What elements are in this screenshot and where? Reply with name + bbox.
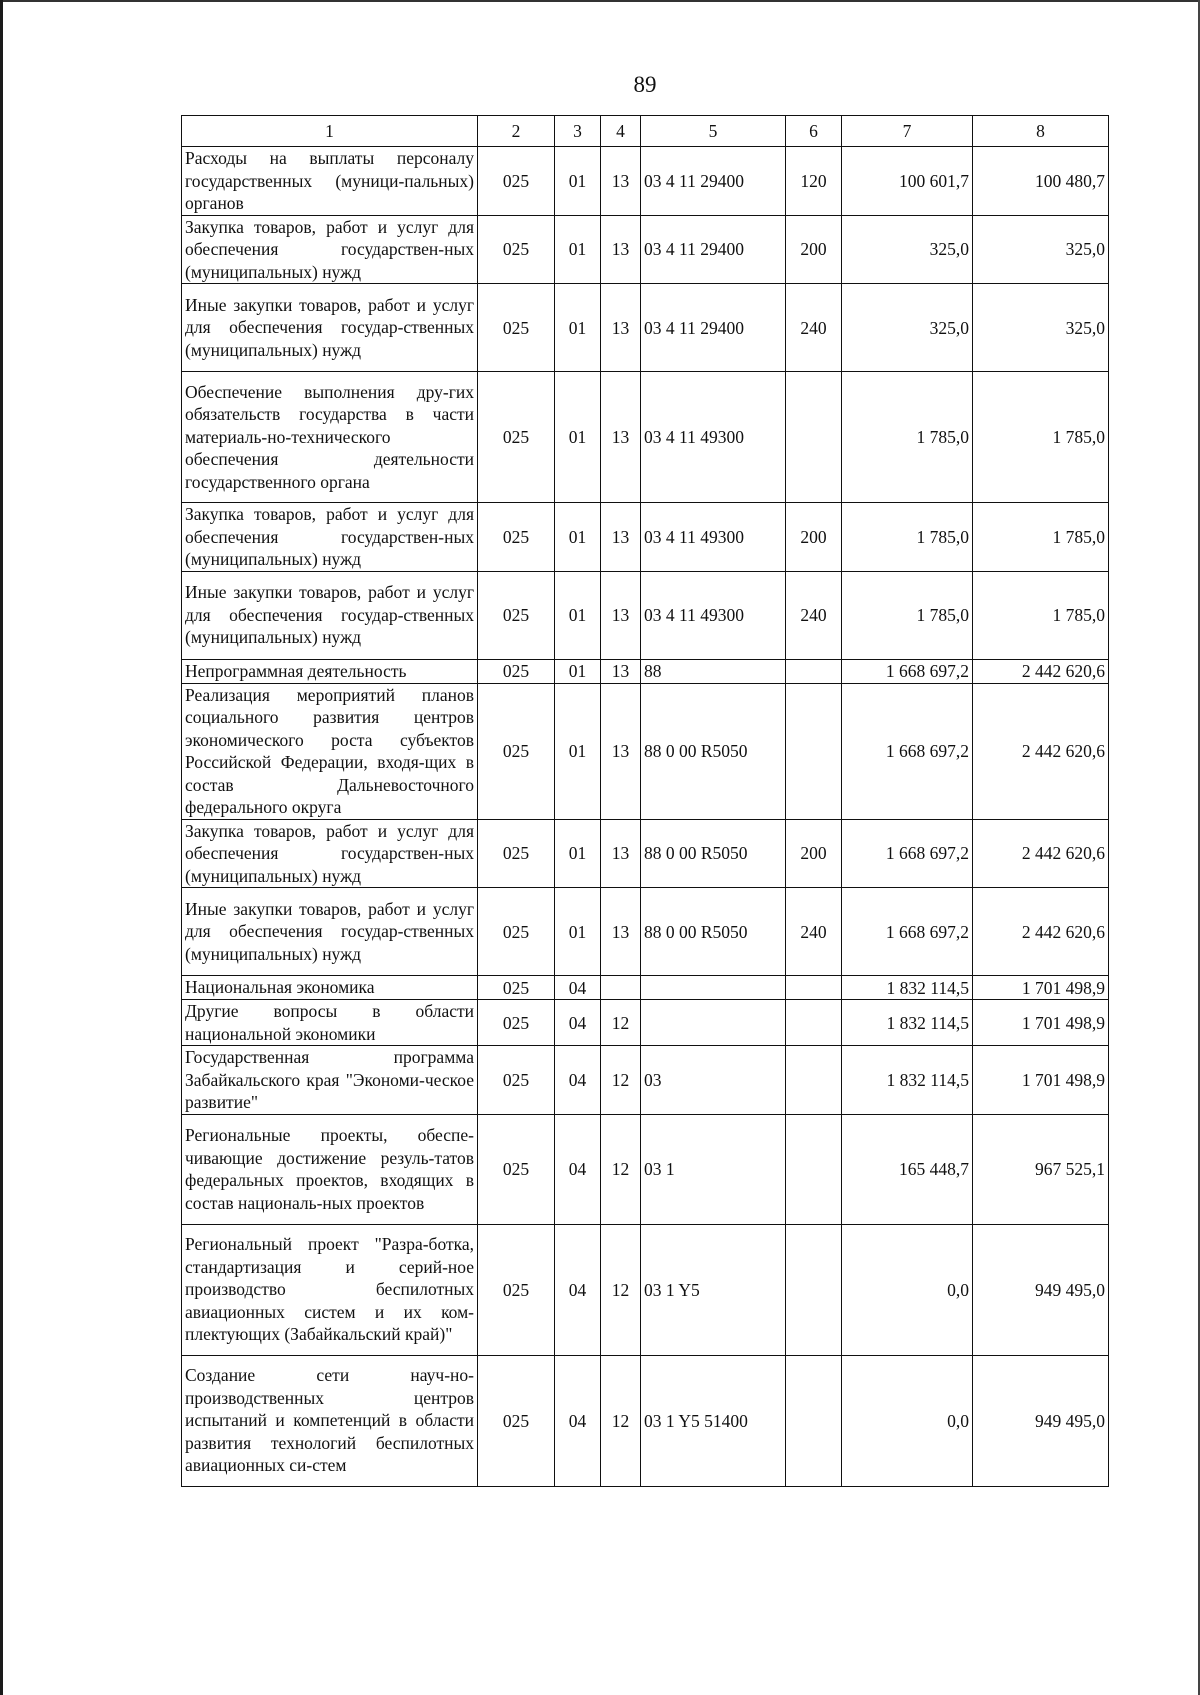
row-expense-type-cell	[786, 1355, 842, 1486]
row-amount-2-cell: 1 785,0	[973, 503, 1109, 572]
row-amount-2-cell: 2 442 620,6	[973, 888, 1109, 976]
row-name-cell: Региональные проекты, обеспе-чивающие достижение резуль-татов федеральных проектов, входящих в состав националь-ных проектов	[182, 1114, 478, 1224]
row-amount-2-cell: 1 785,0	[973, 571, 1109, 659]
row-name-cell: Закупка товаров, работ и услуг для обеспечения государствен-ных (муниципальных) нужд	[182, 215, 478, 284]
row-admin-code-cell: 025	[478, 503, 555, 572]
row-subsection-cell: 13	[601, 284, 641, 372]
row-target-article-cell: 88 0 00 R5050	[641, 819, 786, 888]
row-name-cell: Расходы на выплаты персоналу государственных (муници-пальных) органов	[182, 147, 478, 216]
row-target-article-cell	[641, 976, 786, 1000]
row-section-cell: 04	[555, 1224, 601, 1355]
column-header-3: 3	[555, 116, 601, 147]
row-amount-2-cell: 100 480,7	[973, 147, 1109, 216]
row-amount-1-cell: 165 448,7	[842, 1114, 973, 1224]
table-row	[182, 683, 1109, 819]
table-row	[182, 1000, 1109, 1046]
row-admin-code-cell: 025	[478, 1224, 555, 1355]
column-header-7: 7	[842, 116, 973, 147]
row-admin-code-cell: 025	[478, 888, 555, 976]
column-header-2: 2	[478, 116, 555, 147]
table-row	[182, 284, 1109, 372]
row-subsection-cell: 13	[601, 659, 641, 683]
row-amount-1-cell: 1 785,0	[842, 503, 973, 572]
row-section-cell: 04	[555, 1000, 601, 1046]
row-expense-type-cell	[786, 1114, 842, 1224]
row-expense-type-cell	[786, 683, 842, 819]
row-expense-type-cell: 120	[786, 147, 842, 216]
row-subsection-cell: 13	[601, 819, 641, 888]
row-amount-1-cell: 1 832 114,5	[842, 1000, 973, 1046]
column-header-1: 1	[182, 116, 478, 147]
table-row	[182, 1224, 1109, 1355]
row-amount-1-cell: 1 668 697,2	[842, 819, 973, 888]
row-admin-code-cell: 025	[478, 659, 555, 683]
row-subsection-cell: 13	[601, 503, 641, 572]
row-amount-2-cell: 1 701 498,9	[973, 1046, 1109, 1115]
row-section-cell: 01	[555, 683, 601, 819]
row-amount-1-cell: 0,0	[842, 1224, 973, 1355]
row-expense-type-cell	[786, 372, 842, 503]
row-admin-code-cell: 025	[478, 372, 555, 503]
row-expense-type-cell: 200	[786, 503, 842, 572]
row-subsection-cell: 13	[601, 215, 641, 284]
row-section-cell: 04	[555, 1114, 601, 1224]
table-row	[182, 976, 1109, 1000]
table-header-row	[182, 116, 1109, 147]
row-amount-2-cell: 949 495,0	[973, 1355, 1109, 1486]
row-section-cell: 01	[555, 284, 601, 372]
row-subsection-cell: 13	[601, 683, 641, 819]
row-amount-1-cell: 325,0	[842, 284, 973, 372]
column-header-8: 8	[973, 116, 1109, 147]
row-admin-code-cell: 025	[478, 284, 555, 372]
row-name-cell: Иные закупки товаров, работ и услуг для обеспечения государ-ственных (муниципальных) нужд	[182, 571, 478, 659]
row-amount-1-cell: 1 785,0	[842, 571, 973, 659]
row-admin-code-cell: 025	[478, 976, 555, 1000]
row-target-article-cell: 88 0 00 R5050	[641, 888, 786, 976]
row-section-cell: 04	[555, 1355, 601, 1486]
table-row	[182, 571, 1109, 659]
row-target-article-cell: 03 4 11 49300	[641, 372, 786, 503]
row-amount-2-cell: 2 442 620,6	[973, 683, 1109, 819]
row-expense-type-cell: 200	[786, 819, 842, 888]
row-name-cell: Непрограммная деятельность	[182, 659, 478, 683]
row-subsection-cell: 13	[601, 372, 641, 503]
row-subsection-cell: 12	[601, 1114, 641, 1224]
table-row	[182, 659, 1109, 683]
table-row	[182, 215, 1109, 284]
row-target-article-cell	[641, 1000, 786, 1046]
row-admin-code-cell: 025	[478, 1355, 555, 1486]
row-admin-code-cell: 025	[478, 683, 555, 819]
row-subsection-cell: 13	[601, 571, 641, 659]
row-amount-1-cell: 1 832 114,5	[842, 976, 973, 1000]
row-subsection-cell: 12	[601, 1224, 641, 1355]
row-section-cell: 01	[555, 888, 601, 976]
row-section-cell: 01	[555, 372, 601, 503]
row-section-cell: 01	[555, 215, 601, 284]
row-section-cell: 04	[555, 976, 601, 1000]
row-amount-2-cell: 1 701 498,9	[973, 1000, 1109, 1046]
row-subsection-cell	[601, 976, 641, 1000]
row-amount-2-cell: 325,0	[973, 215, 1109, 284]
column-header-5: 5	[641, 116, 786, 147]
table-body	[182, 147, 1109, 1487]
page-number: 89	[633, 72, 657, 97]
row-name-cell: Создание сети науч-но-производственных центров испытаний и компетенций в области развития технологий беспилотных авиационных си-стем	[182, 1355, 478, 1486]
column-header-4: 4	[601, 116, 641, 147]
row-target-article-cell: 03 4 11 29400	[641, 215, 786, 284]
table-row	[182, 1355, 1109, 1486]
row-amount-1-cell: 1 832 114,5	[842, 1046, 973, 1115]
row-target-article-cell: 03 1 Y5 51400	[641, 1355, 786, 1486]
row-section-cell: 01	[555, 147, 601, 216]
row-amount-2-cell: 949 495,0	[973, 1224, 1109, 1355]
row-name-cell: Реализация мероприятий планов социального развития центров экономического роста субъектов Российской Федерации, входя-щих в состав Дальневосточного федерального округа	[182, 683, 478, 819]
row-subsection-cell: 12	[601, 1355, 641, 1486]
row-target-article-cell: 03 4 11 29400	[641, 284, 786, 372]
table-row	[182, 147, 1109, 216]
table-row	[182, 1046, 1109, 1115]
row-amount-1-cell: 100 601,7	[842, 147, 973, 216]
table-row	[182, 819, 1109, 888]
row-amount-1-cell: 325,0	[842, 215, 973, 284]
scan-border-left	[0, 0, 3, 1695]
row-name-cell: Национальная экономика	[182, 976, 478, 1000]
row-expense-type-cell: 200	[786, 215, 842, 284]
row-section-cell: 04	[555, 1046, 601, 1115]
row-name-cell: Закупка товаров, работ и услуг для обеспечения государствен-ных (муниципальных) нужд	[182, 819, 478, 888]
row-expense-type-cell: 240	[786, 571, 842, 659]
row-admin-code-cell: 025	[478, 1000, 555, 1046]
row-section-cell: 01	[555, 571, 601, 659]
row-subsection-cell: 12	[601, 1046, 641, 1115]
row-expense-type-cell	[786, 1000, 842, 1046]
row-expense-type-cell: 240	[786, 888, 842, 976]
row-section-cell: 01	[555, 503, 601, 572]
row-expense-type-cell	[786, 659, 842, 683]
row-expense-type-cell	[786, 1046, 842, 1115]
row-target-article-cell: 03 1	[641, 1114, 786, 1224]
row-amount-1-cell: 1 668 697,2	[842, 888, 973, 976]
row-subsection-cell: 13	[601, 888, 641, 976]
row-name-cell: Государственная программа Забайкальского края "Экономи-ческое развитие"	[182, 1046, 478, 1115]
table-row	[182, 1114, 1109, 1224]
row-name-cell: Иные закупки товаров, работ и услуг для обеспечения государ-ственных (муниципальных) нужд	[182, 888, 478, 976]
row-target-article-cell: 88 0 00 R5050	[641, 683, 786, 819]
row-subsection-cell: 13	[601, 147, 641, 216]
row-admin-code-cell: 025	[478, 147, 555, 216]
row-name-cell: Обеспечение выполнения дру-гих обязательств государства в части материаль-но-технического обеспечения деятельности государственного органа	[182, 372, 478, 503]
row-target-article-cell: 03 4 11 49300	[641, 503, 786, 572]
row-amount-1-cell: 1 668 697,2	[842, 683, 973, 819]
row-expense-type-cell	[786, 1224, 842, 1355]
row-section-cell: 01	[555, 659, 601, 683]
row-admin-code-cell: 025	[478, 1046, 555, 1115]
table-row	[182, 888, 1109, 976]
row-amount-1-cell: 1 668 697,2	[842, 659, 973, 683]
row-amount-2-cell: 967 525,1	[973, 1114, 1109, 1224]
row-amount-1-cell: 1 785,0	[842, 372, 973, 503]
row-amount-2-cell: 325,0	[973, 284, 1109, 372]
row-expense-type-cell: 240	[786, 284, 842, 372]
row-name-cell: Другие вопросы в области национальной экономики	[182, 1000, 478, 1046]
row-admin-code-cell: 025	[478, 215, 555, 284]
row-admin-code-cell: 025	[478, 819, 555, 888]
column-header-6: 6	[786, 116, 842, 147]
row-admin-code-cell: 025	[478, 1114, 555, 1224]
budget-table	[181, 115, 1109, 1487]
row-expense-type-cell	[786, 976, 842, 1000]
scan-border-top	[0, 0, 1200, 2]
row-amount-1-cell: 0,0	[842, 1355, 973, 1486]
row-target-article-cell: 88	[641, 659, 786, 683]
row-target-article-cell: 03 4 11 49300	[641, 571, 786, 659]
row-amount-2-cell: 1 785,0	[973, 372, 1109, 503]
row-name-cell: Иные закупки товаров, работ и услуг для обеспечения государ-ственных (муниципальных) нужд	[182, 284, 478, 372]
row-target-article-cell: 03	[641, 1046, 786, 1115]
row-name-cell: Региональный проект "Разра-ботка, стандартизация и серий-ное производство беспилотных авиационных систем и их ком-плектующих (Забайкальский край)"	[182, 1224, 478, 1355]
row-subsection-cell: 12	[601, 1000, 641, 1046]
row-amount-2-cell: 1 701 498,9	[973, 976, 1109, 1000]
row-amount-2-cell: 2 442 620,6	[973, 659, 1109, 683]
table-row	[182, 372, 1109, 503]
row-section-cell: 01	[555, 819, 601, 888]
row-target-article-cell: 03 4 11 29400	[641, 147, 786, 216]
table-row	[182, 503, 1109, 572]
row-name-cell: Закупка товаров, работ и услуг для обеспечения государствен-ных (муниципальных) нужд	[182, 503, 478, 572]
row-amount-2-cell: 2 442 620,6	[973, 819, 1109, 888]
row-admin-code-cell: 025	[478, 571, 555, 659]
row-target-article-cell: 03 1 Y5	[641, 1224, 786, 1355]
